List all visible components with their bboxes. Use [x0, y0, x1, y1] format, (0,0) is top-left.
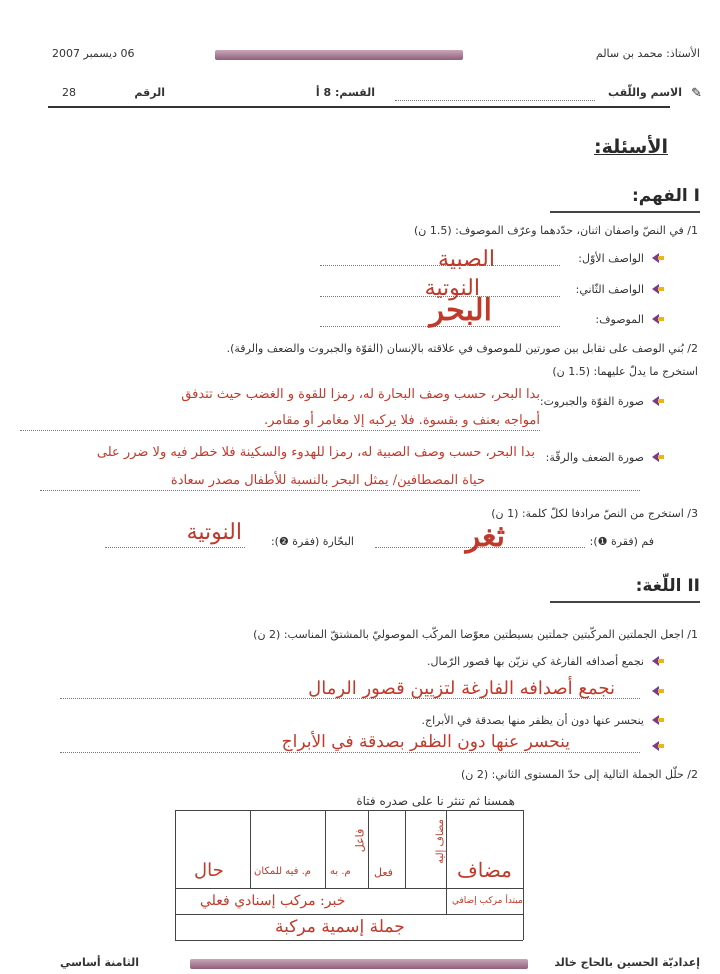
pen-icon: ✎ — [691, 86, 702, 101]
q3-item2-line[interactable] — [105, 547, 245, 548]
force-answer-line1: بدا البحر، حسب وصف البحارة له، رمزا للقوة و الغضب حيث تتدفق — [181, 387, 540, 402]
section2-title: II اللّغة: — [635, 576, 700, 596]
s2-answer2-line[interactable] — [60, 752, 640, 753]
cell-fiil: فعل — [374, 866, 393, 879]
questions-title: الأسئلة: — [594, 136, 668, 158]
table-divider — [325, 810, 326, 888]
q3-item2-label: البحّارة (فقرة ❷): — [270, 535, 354, 548]
bullet-icon — [652, 714, 664, 726]
force-label: صورة القوّة والجبروت: — [539, 395, 644, 408]
weak-answer-dotted-line[interactable] — [40, 490, 640, 491]
s2-q1-text: 1/ اجعل الجملتين المركّبتين جملتين بسيطتين معوّضا المركّب الموصوليّ بالمشتقّ المناسب: (2 ن) — [253, 628, 698, 641]
header-underline — [48, 106, 670, 108]
teacher-name: الأستاذ: محمد بن سالم — [595, 47, 700, 60]
s2-q2-text: 2/ حلّل الجملة التالية إلى حدّ المستوى الثاني: (2 ن) — [460, 768, 698, 781]
bullet-icon — [652, 685, 664, 697]
section1-title: I الفهم: — [631, 186, 700, 206]
q1-item1-answer: الصبية — [438, 247, 495, 272]
table-divider — [446, 888, 447, 914]
s1-q3-text: 3/ استخرج من النصّ مرادفا لكلّ كلمة: (1 ن) — [491, 507, 698, 520]
s2-answer2: ينحسر عنها دون الظفر بصدقة في الأبراج — [281, 732, 570, 752]
header-decorative-bar — [215, 50, 463, 60]
cell-mubtada: مبتدأ مركب إضافي — [452, 896, 523, 906]
cell-khabar: خبر: مركب إسنادي فعلي — [200, 893, 346, 909]
q1-item2-label: الواصف الثّاني: — [575, 283, 644, 296]
weak-answer-line2: حياة المصطافين/ يمثل البحر بالنسبة للأطفال مصدر سعادة — [170, 473, 485, 488]
school-name: إعداديّة الحسين بالحاج خالد — [554, 956, 700, 969]
section1-underline — [550, 211, 700, 213]
weak-answer-line1: بدا البحر، حسب وصف الصبية له، رمزا للهدوء والسكينة فلا خطر فيه ولا ضرر على — [96, 445, 535, 460]
s2-answer1: نجمع أصدافه الفارغة لتزيين قصور الرمال — [308, 678, 615, 699]
bullet-icon — [652, 313, 664, 325]
s2-sentence1: نجمع أصدافه الفارغة كي نزيّن بها قصور الرّمال. — [427, 655, 644, 668]
q3-item2-answer: النوتية — [186, 520, 242, 545]
q3-item1-label: فم (فقرة ❶): — [589, 535, 654, 548]
table-top-line — [175, 810, 523, 811]
table-col-edge-left — [175, 810, 176, 940]
q1-item2-answer: النوتية — [424, 276, 480, 301]
cell-mudaf-ilayh: مضاف إليه — [434, 819, 446, 864]
force-answer-line2: أمواجه بعنف و بقسوة. فلا يركبه إلا مغامر أو مقامر. — [264, 413, 540, 428]
s1-q2-line1: 2/ بُني الوصف على تقابل بين صورتين للموصوف في علاقته بالإنسان (القوّة والجبروت والضعف والرقة). — [226, 342, 698, 355]
footer-decorative-bar — [190, 959, 528, 969]
table-divider — [250, 810, 251, 888]
cell-mafool-makan: م. فيه للمكان — [254, 866, 311, 877]
q1-item3-label: الموصوف: — [595, 313, 644, 326]
table-row-line — [175, 888, 523, 889]
table-divider — [405, 810, 406, 888]
s1-q1-text: 1/ في النصّ واصفان اثنان، حدّدهما وعرّف الموصوف: (1.5 ن) — [413, 224, 698, 237]
cell-mudaf: مضاف — [457, 858, 512, 882]
section2-underline — [550, 601, 700, 603]
weak-label: صورة الضعف والرقّة: — [545, 451, 644, 464]
q3-item1-answer: ثغر — [465, 519, 505, 554]
table-divider — [368, 810, 369, 888]
force-answer-dotted-line[interactable] — [20, 430, 540, 431]
bullet-icon — [652, 283, 664, 295]
bullet-icon — [652, 395, 664, 407]
cell-hal: حال — [194, 860, 224, 881]
cell-mafool: م. به — [330, 866, 351, 877]
name-field-line[interactable] — [395, 100, 595, 101]
s2-sentence2: ينحسر عنها دون أن يظفر منها بصدقة في الأبراج. — [421, 714, 644, 727]
bullet-icon — [652, 252, 664, 264]
analysis-sentence: همسنا ثم تنثر نا على صدره فتاة — [356, 794, 515, 808]
class-label: القسم: 8 أ — [315, 86, 375, 99]
table-divider — [446, 810, 447, 888]
q1-item1-label: الواصف الأوّل: — [578, 252, 644, 265]
s1-q2-line2: استخرج ما يدلّ عليهما: (1.5 ن) — [552, 365, 698, 378]
cell-fail: فاعل — [353, 828, 367, 853]
table-col-edge-right — [523, 810, 524, 940]
q1-item3-answer: البحر — [429, 293, 492, 328]
bullet-icon — [652, 655, 664, 667]
table-row-line — [175, 914, 523, 915]
bullet-icon — [652, 740, 664, 752]
bullet-icon — [652, 451, 664, 463]
table-bottom-line — [175, 940, 523, 941]
name-label: الاسم واللّقب — [607, 86, 682, 99]
number-value: 28 — [62, 86, 76, 99]
grade-level: الثامنة أساسي — [60, 956, 139, 969]
number-label: الرقم — [134, 86, 165, 99]
cell-jumla: جملة إسمية مركبة — [275, 917, 405, 937]
exam-date: 06 ديسمبر 2007 — [52, 47, 135, 60]
